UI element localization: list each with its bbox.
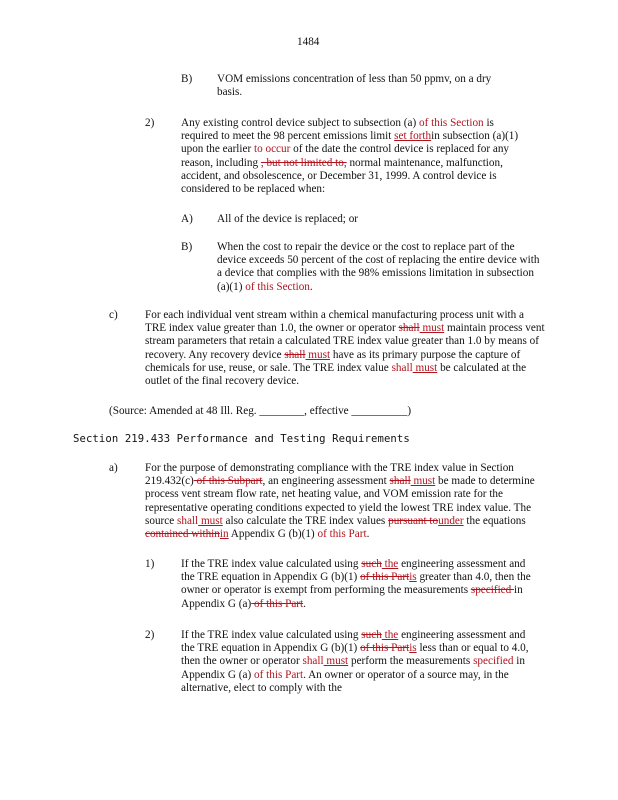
item-a-label: a) bbox=[109, 462, 118, 474]
item-a2-label: 2) bbox=[145, 629, 155, 641]
item-2-top-label: 2) bbox=[145, 117, 155, 129]
source-note: (Source: Amended at 48 Ill. Reg. ________, effective __________) bbox=[109, 405, 412, 417]
item-b-top-text: VOM emissions concentration of less than 50 ppmv, on a dry basis. bbox=[217, 73, 492, 99]
item-c-text: For each individual vent stream within a chemical manufacturing process unit with a TRE index value greater than 1.0, the owner or operator shall must maintain process vent stream parameters that retain a calculated TRE index value greater than 1.0 by means of recovery. Any recovery device shall must have as its primary purpose the capture of chemicals for use, reuse, or sale. The TRE index value shall must be calculated at the outlet of the final recovery device. bbox=[145, 309, 545, 388]
item-c-label: c) bbox=[109, 309, 118, 321]
section-heading: Section 219.433 Performance and Testing Requirements bbox=[73, 433, 410, 445]
sub-b-text: When the cost to repair the device or the cost to replace part of the device exceeds 50 percent of the cost of replacing the entire device with a device that complies with the 98% emissions limitation in subsection (a)(1) of this Section. bbox=[217, 241, 540, 293]
page-number: 1484 bbox=[297, 36, 320, 48]
sub-a-label: A) bbox=[181, 213, 193, 225]
sub-a-text: All of the device is replaced; or bbox=[217, 213, 359, 225]
sub-b-label: B) bbox=[181, 241, 193, 253]
item-2-top-text: Any existing control device subject to subsection (a) of this Section is required to meet the 98 percent emissions limit set forthin subsection (a)(1) upon the earlier to occur of the date the control device is replaced for any reason, including , but not limited to, normal maintenance, malfunction, accident, and obsolescence, or December 31, 1999. A control device is considered to be replaced when: bbox=[181, 117, 519, 196]
item-a1-label: 1) bbox=[145, 558, 155, 570]
item-a-text: For the purpose of demonstrating compliance with the TRE index value in Section 219.432(c) of this Subpart, an engineering assessment shall must be made to determine process vent stream flow rate, net heating value, and VOM emission rate for the representative operating conditions expected to yield the lowest TRE index value. The source shall must also calculate the TRE index values pursuant tounder the equations contained withinin Appendix G (b)(1) of this Part. bbox=[145, 462, 535, 541]
item-a2-text: If the TRE index value calculated using such the engineering assessment and the TRE equation in Appendix G (b)(1) of this Partis less than or equal to 4.0, then the owner or operator shall must perform the measurements specified in Appendix G (a) of this Part. An owner or operator of a source may, in the alternative, elect to comply with the bbox=[181, 629, 529, 694]
item-a1-text: If the TRE index value calculated using such the engineering assessment and the TRE equation in Appendix G (b)(1) of this Partis greater than 4.0, then the owner or operator is exempt from performing the measurements specified in Appendix G (a) of this Part. bbox=[181, 558, 531, 610]
item-b-top-label: B) bbox=[181, 73, 193, 85]
